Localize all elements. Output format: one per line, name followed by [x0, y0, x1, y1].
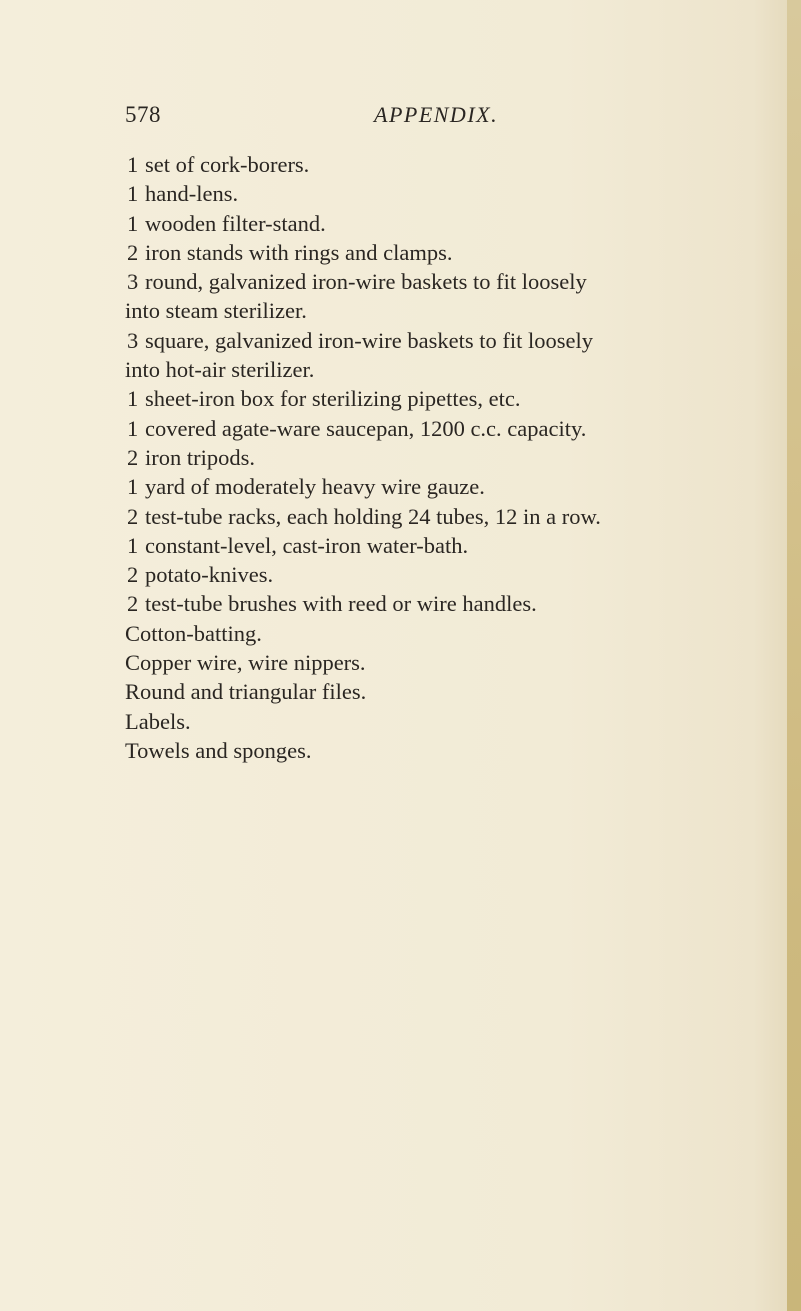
item-text: Towels and sponges. [125, 737, 312, 763]
item-text: round, galvanized iron-wire baskets to fit loosely [145, 269, 587, 295]
item-text: constant-level, cast-iron water-bath. [145, 532, 469, 558]
list-item [125, 209, 750, 238]
item-text-continuation: into steam sterilizer. [125, 298, 307, 324]
list-item [125, 472, 750, 501]
list-item [125, 560, 750, 589]
list-item [125, 384, 750, 413]
running-head [0, 102, 801, 134]
item-quantity: 1 [127, 415, 139, 441]
list-item [125, 238, 750, 267]
item-quantity: 1 [127, 152, 139, 177]
item-quantity: 2 [127, 591, 139, 617]
item-text: test-tube racks, each holding 24 tubes, 12 in a row. [145, 503, 601, 529]
list-item [125, 414, 750, 443]
item-quantity: 1 [127, 181, 139, 207]
item-quantity: 1 [127, 532, 139, 558]
item-quantity: 3 [127, 327, 139, 353]
list-item [125, 677, 750, 706]
item-text: Copper wire, wire nippers. [125, 650, 366, 676]
item-text: hand-lens. [145, 181, 239, 207]
list-item [125, 179, 750, 208]
item-text: Round and triangular files. [125, 679, 367, 705]
list-item [125, 736, 750, 765]
item-quantity: 2 [127, 562, 139, 588]
list-item [125, 267, 750, 326]
item-text: test-tube brushes with reed or wire handles. [145, 591, 537, 617]
item-text-continuation: into hot-air sterilizer. [125, 357, 315, 383]
item-text: sheet-iron box for sterilizing pipettes, etc. [145, 386, 521, 412]
item-text: iron stands with rings and clamps. [145, 239, 453, 265]
list-item [125, 531, 750, 560]
page-number: 578 [125, 102, 161, 127]
item-text: potato-knives. [145, 562, 274, 588]
page-edge-shadow [787, 0, 801, 1311]
equipment-list [125, 150, 750, 765]
list-item [125, 707, 750, 736]
list-item [125, 443, 750, 472]
item-quantity: 2 [127, 444, 139, 470]
list-item [125, 648, 750, 677]
item-quantity: 1 [127, 474, 139, 500]
item-text: yard of moderately heavy wire gauze. [145, 474, 485, 500]
item-quantity: 1 [127, 210, 139, 236]
item-quantity: 2 [127, 239, 139, 265]
list-item [125, 326, 750, 385]
item-text: Cotton-batting. [125, 620, 262, 646]
item-quantity: 2 [127, 503, 139, 529]
list-item [125, 502, 750, 531]
item-quantity: 1 [127, 386, 139, 412]
item-text: covered agate-ware saucepan, 1200 c.c. capacity. [145, 415, 587, 441]
section-title: APPENDIX. [374, 102, 499, 127]
item-text: square, galvanized iron-wire baskets to fit loosely [145, 327, 593, 353]
list-item [125, 150, 750, 179]
list-item [125, 619, 750, 648]
item-quantity: 3 [127, 269, 139, 295]
item-text: wooden filter-stand. [145, 210, 326, 236]
item-text: set of cork-borers. [145, 152, 310, 177]
item-text: iron tripods. [145, 444, 255, 470]
list-item [125, 589, 750, 618]
item-text: Labels. [125, 708, 191, 734]
